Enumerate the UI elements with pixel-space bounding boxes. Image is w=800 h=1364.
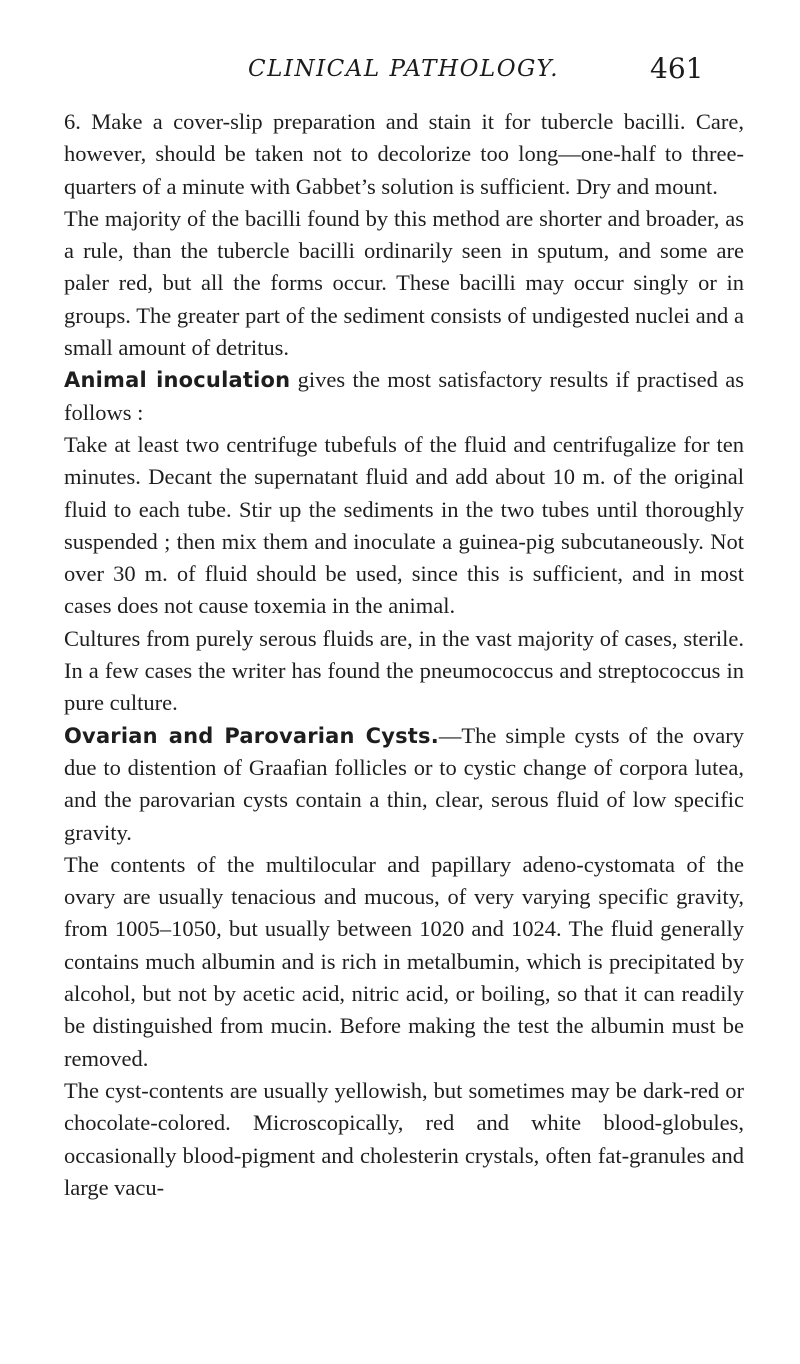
paragraph-cultures: Cultures from purely serous fluids are, in the vast majority of cases, sterile. In a few cases the writer has found the pneumococcus and streptococcus in pure culture. [64, 625, 744, 716]
running-title: CLINICAL PATHOLOGY. [248, 56, 560, 82]
run-in-heading-animal-inoculation: Animal inoculation [64, 368, 291, 393]
page-number: 461 [650, 52, 704, 85]
paragraph-multilocular-contents: The contents of the multilocular and papillary adeno-cystomata of the ovary are usually tenacious and mucous, of very varying specific gravity, from 1005–1050, but usually between 1020 and 1024. The fluid generally contains much albumin and is rich in metalbumin, which is precipitated by alcohol, but not by acetic acid, nitric acid, or boiling, so that it can readily be distinguished from mucin. Before making the test the albumin must be removed. [64, 851, 744, 1071]
paragraph-cyst-contents: The cyst-contents are usually yellowish, but sometimes may be dark-red or chocolate-colored. Microscopically, red and white blood-globules, occasionally blood-pigment and cholesterin crystals, often fat-granules and large vacu- [64, 1077, 744, 1200]
paragraph-text: —The simple cysts of the ovary due to distention of Graafian follicles or to cystic change of corpora lutea, and the parovarian cysts contain a thin, clear, serous fluid of low specific gravity. [64, 722, 744, 845]
paragraph-animal-inoculation [64, 364, 744, 429]
paragraph-ovarian-cysts [64, 720, 744, 849]
running-head [0, 52, 800, 96]
paragraph-bacilli-description: The majority of the bacilli found by this method are shorter and broader, as a rule, than the tubercle bacilli ordinarily seen in sputum, and some are paler red, but all the forms occur. These bacilli may occur singly or in groups. The greater part of the sediment consists of undigested nuclei and a small amount of detritus. [64, 205, 744, 361]
section-heading-ovarian-cysts: Ovarian and Parovarian Cysts. [64, 723, 439, 748]
body-text [64, 106, 744, 1204]
paragraph-text: gives the most satisfactory results if practised as follows : [64, 367, 744, 425]
paragraph-step-6: 6. Make a cover-slip preparation and stain it for tubercle bacilli. Care, however, should be taken not to decolorize too long—one-half to three-quarters of a minute with Gabbet’s solution is sufficient. Dry and mount. [64, 109, 744, 199]
paragraph-inoculation-procedure: Take at least two centrifuge tubefuls of the fluid and centrifugalize for ten minutes. Decant the supernatant fluid and add about 10 m. of the original fluid to each tube. Stir up the sediments in the two tubes until thoroughly suspended ; then mix them and inoculate a guinea-pig subcutaneously. Not over 30 m. of fluid should be used, since this is sufficient, and in most cases does not cause toxemia in the animal. [64, 431, 744, 619]
